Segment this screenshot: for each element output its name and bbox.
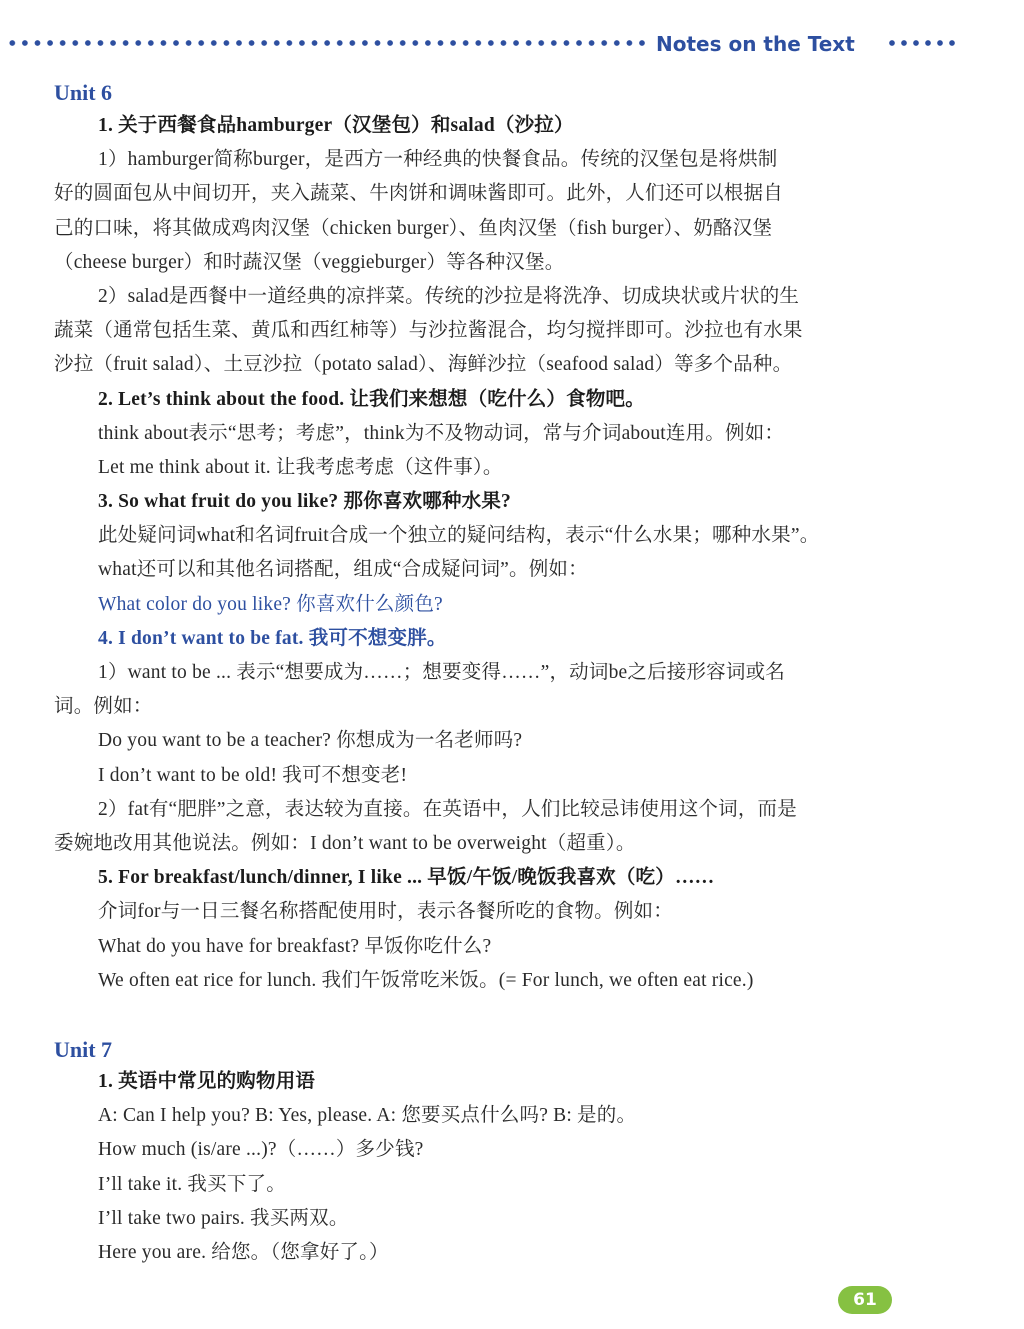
- example-sentence: Do you want to be a teacher? 你想成为一名老师吗?: [98, 730, 523, 752]
- note-text: 己的口味，将其做成鸡肉汉堡（chicken burger）、鱼肉汉堡（fish burger）、奶酪汉堡: [54, 217, 773, 239]
- note-text: 沙拉（fruit salad）、土豆沙拉（potato salad）、海鲜沙拉（seafood salad）等多个品种。: [54, 354, 793, 376]
- note-heading: 1. 关于西餐食品hamburger（汉堡包）和salad（沙拉）: [98, 115, 574, 136]
- example-sentence: What do you have for breakfast? 早饭你吃什么?: [98, 935, 492, 957]
- note-heading: 4. I don’t want to be fat. 我可不想变胖。: [98, 627, 447, 649]
- note-heading: 2. Let’s think about the food. 让我们来想想（吃什么）食物吧。: [98, 388, 645, 410]
- example-sentence: Here you are. 给您。（您拿好了。）: [98, 1241, 389, 1263]
- note-text: 1）hamburger简称burger，是西方一种经典的快餐食品。传统的汉堡包是将烘制: [98, 149, 778, 171]
- note-text: 2）salad是西餐中一道经典的凉拌菜。传统的沙拉是将洗净、切成块状或片状的生: [98, 285, 800, 307]
- note-text: 蔬菜（通常包括生菜、黄瓜和西红柿等）与沙拉酱混合，均匀搅拌即可。沙拉也有水果: [54, 320, 803, 342]
- note-text: think about表示“思考；考虑”，think为不及物动词，常与介词about连用。例如：: [98, 422, 785, 444]
- unit-7-notes: [54, 1065, 962, 1270]
- example-sentence: Let me think about it. 让我考虑考虑（这件事）。: [98, 456, 503, 478]
- note-text: 介词for与一日三餐名称搭配使用时，表示各餐所吃的食物。例如：: [98, 901, 673, 923]
- example-sentence: How much (is/are ...)?（……）多少钱?: [98, 1139, 424, 1161]
- note-heading: 3. So what fruit do you like? 那你喜欢哪种水果?: [98, 491, 511, 513]
- example-sentence: I’ll take it. 我买下了。: [98, 1173, 286, 1195]
- page-number-badge: 61: [838, 1286, 892, 1314]
- example-sentence: What color do you like? 你喜欢什么颜色?: [98, 593, 443, 615]
- page-header: [0, 0, 1024, 70]
- note-text: 此处疑问词what和名词fruit合成一个独立的疑问结构，表示“什么水果；哪种水果”。: [98, 525, 820, 547]
- note-heading: 5. For breakfast/lunch/dinner, I like ... 早饭/午饭/晚饭我喜欢（吃）……: [98, 867, 715, 889]
- note-text: what还可以和其他名词搭配，组成“合成疑问词”。例如：: [98, 559, 588, 581]
- dotted-rule-left: [6, 31, 646, 55]
- dotted-rule-right: [886, 31, 958, 55]
- header-title: Notes on the Text: [656, 32, 855, 56]
- note-text: 好的圆面包从中间切开，夹入蔬菜、牛肉饼和调味酱即可。此外，人们还可以根据自: [54, 183, 783, 205]
- unit-6-title: Unit 6: [54, 80, 113, 105]
- example-sentence: I’ll take two pairs. 我买两双。: [98, 1207, 349, 1229]
- unit-7-title: Unit 7: [54, 1037, 113, 1062]
- note-heading: 1. 英语中常见的购物用语: [98, 1071, 316, 1092]
- example-sentence: I don’t want to be old! 我可不想变老!: [98, 764, 408, 786]
- note-text: 2）fat有“肥胖”之意，表达较为直接。在英语中，人们比较忌讳使用这个词，而是: [98, 798, 797, 820]
- example-sentence: We often eat rice for lunch. 我们午饭常吃米饭。(= For lunch, we often eat rice.): [98, 969, 754, 991]
- note-text: （cheese burger）和时蔬汉堡（veggieburger）等各种汉堡。: [54, 251, 565, 273]
- unit-6-notes: [54, 109, 962, 998]
- example-sentence: A: Can I help you? B: Yes, please. A: 您要买点什么吗? B: 是的。: [98, 1105, 637, 1127]
- note-text: 词。例如：: [54, 696, 153, 718]
- note-text: 委婉地改用其他说法。例如：I don’t want to be overweight（超重）。: [54, 832, 636, 854]
- note-text: 1）want to be ... 表示“想要成为……；想要变得……”，动词be之后接形容词或名: [98, 662, 785, 683]
